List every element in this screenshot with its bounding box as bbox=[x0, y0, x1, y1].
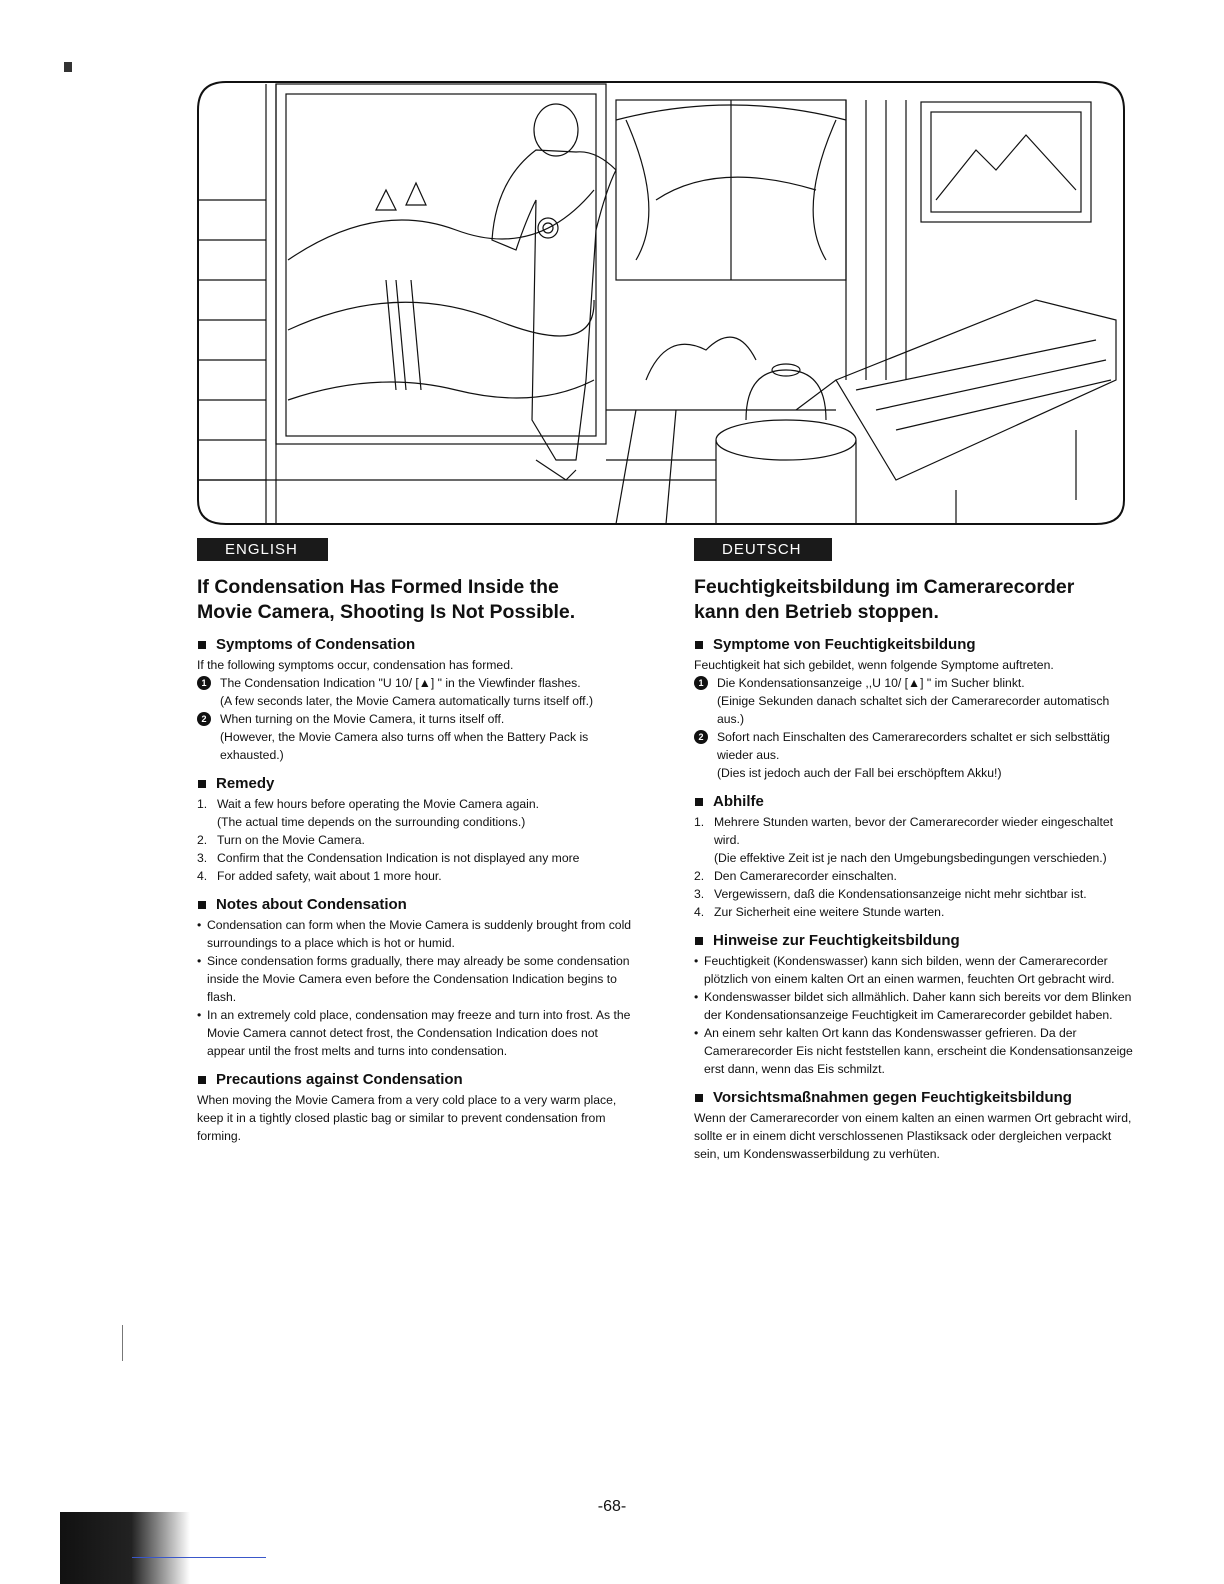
square-bullet-icon bbox=[695, 937, 703, 945]
english-tab: ENGLISH bbox=[197, 538, 328, 561]
circled-number-2-icon: 2 bbox=[694, 730, 708, 744]
english-note-2: • Since condensation forms gradually, there may already be some condensation inside the Movie Camera even before the Condensation Indication begins to flash. bbox=[197, 952, 637, 1006]
scan-line bbox=[132, 1557, 266, 1558]
english-precautions-heading: Precautions against Condensation bbox=[197, 1070, 637, 1089]
deutsch-symptom-1: 1 Die Kondensationsanzeige ,,U 10/ [▲] " im Sucher blinkt. (Einige Sekunden danach schaltet sich der Camerarecorder automatisch aus.) bbox=[694, 674, 1134, 728]
deutsch-precautions-heading: Vorsichtsmaßnahmen gegen Feuchtigkeitsbildung bbox=[694, 1088, 1134, 1107]
english-precautions-text: When moving the Movie Camera from a very cold place to a very warm place, keep it in a tightly closed plastic bag or similar to prevent condensation from forming. bbox=[197, 1093, 617, 1143]
circled-number-2-icon: 2 bbox=[197, 712, 211, 726]
square-bullet-icon bbox=[695, 641, 703, 649]
margin-mark bbox=[64, 62, 72, 72]
english-column bbox=[197, 538, 637, 1145]
deutsch-remedy-step-2: 2. Den Camerarecorder einschalten. bbox=[694, 869, 897, 883]
square-bullet-icon bbox=[198, 1076, 206, 1084]
deutsch-remedy-heading: Abhilfe bbox=[694, 792, 1134, 811]
square-bullet-icon bbox=[198, 641, 206, 649]
deutsch-note-2: • Kondenswasser bildet sich allmählich. Daher kann sich bereits vor dem Blinken der Kondensationsanzeige Feuchtigkeit im Camerarecorder gebildet haben. bbox=[694, 988, 1134, 1024]
deutsch-title-line1: Feuchtigkeitsbildung im Camerarecorder bbox=[694, 576, 1075, 598]
english-symptoms-intro: If the following symptoms occur, condensation has formed. bbox=[197, 658, 514, 672]
english-symptom-1: 1 The Condensation Indication "U 10/ [▲] " in the Viewfinder flashes. (A few seconds later, the Movie Camera automatically turns itself off.) bbox=[197, 674, 637, 710]
english-title-line2: Movie Camera, Shooting Is Not Possible. bbox=[197, 601, 576, 623]
square-bullet-icon bbox=[198, 780, 206, 788]
deutsch-remedy-step-1: 1. Mehrere Stunden warten, bevor der Camerarecorder wieder eingeschaltet wird. (Die effektive Zeit ist je nach den Umgebungsbedingungen verschieden.) bbox=[694, 815, 1114, 865]
deutsch-notes-heading: Hinweise zur Feuchtigkeitsbildung bbox=[694, 931, 1134, 950]
deutsch-remedy-step-4: 4. Zur Sicherheit eine weitere Stunde warten. bbox=[694, 905, 945, 919]
english-remedy-heading: Remedy bbox=[197, 774, 637, 793]
deutsch-precautions-text: Wenn der Camerarecorder von einem kalten an einen warmen Ort gebracht wird, sollte er in einem dicht verschlossenen Plastiksack oder dergleichen verpackt sein, um Kondenswasserbildung zu verhüten. bbox=[694, 1111, 1132, 1161]
page-number: -68- bbox=[597, 1498, 627, 1515]
deutsch-tab: DEUTSCH bbox=[694, 538, 832, 561]
english-title-line1: If Condensation Has Formed Inside the bbox=[197, 576, 559, 598]
square-bullet-icon bbox=[695, 1094, 703, 1102]
deutsch-title bbox=[694, 575, 1134, 625]
english-note-1: • Condensation can form when the Movie Camera is suddenly brought from cold surroundings to a place which is hot or humid. bbox=[197, 916, 637, 952]
deutsch-symptoms-heading: Symptome von Feuchtigkeitsbildung bbox=[694, 635, 1134, 654]
english-remedy-step-3: 3. Confirm that the Condensation Indication is not displayed any more bbox=[197, 851, 580, 865]
english-remedy-step-4: 4. For added safety, wait about 1 more hour. bbox=[197, 869, 442, 883]
margin-mark bbox=[122, 1325, 123, 1361]
english-remedy-step-2: 2. Turn on the Movie Camera. bbox=[197, 833, 365, 847]
deutsch-column bbox=[694, 538, 1134, 1163]
deutsch-note-3: • An einem sehr kalten Ort kann das Kondenswasser gefrieren. Da der Camerarecorder Eis nicht feststellen kann, erscheint die Kondensationsanzeige erst dann, wenn das Eis schmilzt. bbox=[694, 1024, 1134, 1078]
english-remedy-step-1: 1. Wait a few hours before operating the Movie Camera again. (The actual time depends on the surrounding conditions.) bbox=[197, 797, 540, 829]
square-bullet-icon bbox=[695, 798, 703, 806]
english-note-3: • In an extremely cold place, condensation may freeze and turn into frost. As the Movie Camera cannot detect frost, the Condensation Indication does not appear until the frost melts and turns into condensation. bbox=[197, 1006, 637, 1060]
deutsch-symptom-2: 2 Sofort nach Einschalten des Camerarecorders schaltet er sich selbsttätig wieder aus. (Dies ist jedoch auch der Fall bei erschöpftem Akku!) bbox=[694, 728, 1134, 782]
english-symptoms-heading: Symptoms of Condensation bbox=[197, 635, 637, 654]
snow-lodge-illustration bbox=[196, 80, 1126, 526]
circled-number-1-icon: 1 bbox=[197, 676, 211, 690]
english-symptom-2: 2 When turning on the Movie Camera, it turns itself off. (However, the Movie Camera also turns off when the Battery Pack is exhausted.) bbox=[197, 710, 637, 764]
circled-number-1-icon: 1 bbox=[694, 676, 708, 690]
english-notes-heading: Notes about Condensation bbox=[197, 895, 637, 914]
english-title bbox=[197, 575, 637, 625]
scan-smudge bbox=[60, 1512, 190, 1584]
deutsch-remedy-step-3: 3. Vergewissern, daß die Kondensationsanzeige nicht mehr sichtbar ist. bbox=[694, 887, 1087, 901]
deutsch-title-line2: kann den Betrieb stoppen. bbox=[694, 601, 939, 623]
deutsch-note-1: • Feuchtigkeit (Kondenswasser) kann sich bilden, wenn der Camerarecorder plötzlich von einem kalten Ort an einen warmen, feuchten Ort gebracht wird. bbox=[694, 952, 1134, 988]
square-bullet-icon bbox=[198, 901, 206, 909]
deutsch-symptoms-intro: Feuchtigkeit hat sich gebildet, wenn folgende Symptome auftreten. bbox=[694, 658, 1054, 672]
